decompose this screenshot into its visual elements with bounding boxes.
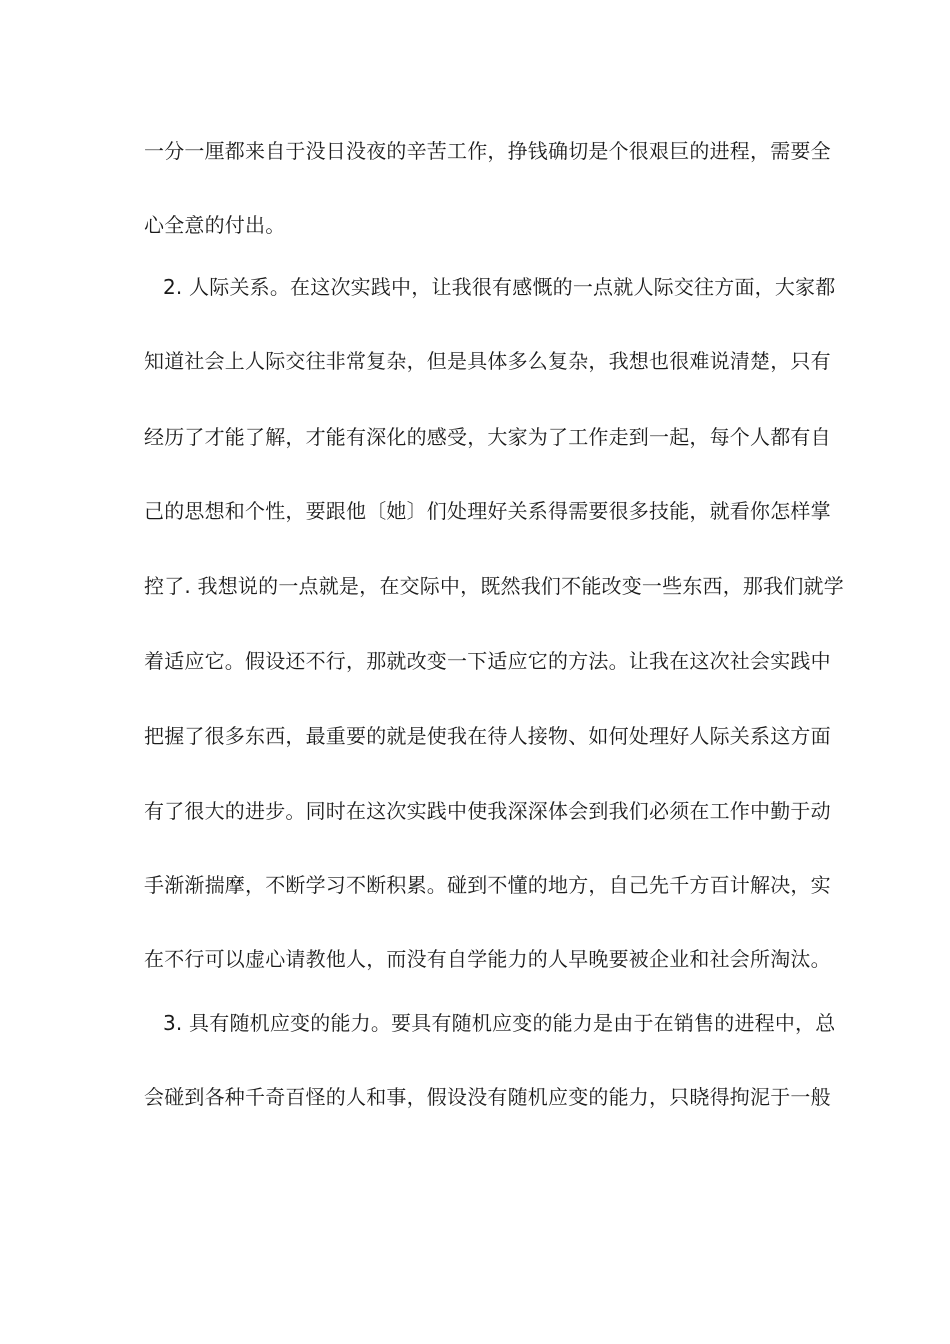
- text-line: 一分一厘都来自于没日没夜的辛苦工作，挣钱确切是个很艰巨的进程，需要全: [144, 139, 831, 163]
- numbered-paragraph-start: 3. 具有随机应变的能力。要具有随机应变的能力是由于在销售的进程中，总: [163, 1011, 836, 1035]
- text-line: 着适应它。假设还不行，那就改变一下适应它的方法。让我在这次社会实践中: [144, 649, 831, 673]
- text-line: 经历了才能了解，才能有深化的感受，大家为了工作走到一起，每个人都有自: [144, 425, 831, 449]
- text-line: 把握了很多东西，最重要的就是使我在待人接物、如何处理好人际关系这方面: [144, 724, 831, 748]
- text-line: 己的思想和个性，要跟他〔她〕们处理好关系得需要很多技能，就看你怎样掌: [144, 499, 831, 523]
- text-line: 知道社会上人际交往非常复杂，但是具体多么复杂，我想也很难说清楚，只有: [144, 349, 831, 373]
- text-line: 心全意的付出。: [144, 213, 286, 237]
- numbered-paragraph-start: 2. 人际关系。在这次实践中，让我很有感慨的一点就人际交往方面，大家都: [163, 275, 836, 299]
- text-line: 控了. 我想说的一点就是，在交际中，既然我们不能改变一些东西，那我们就学: [144, 574, 844, 598]
- text-line: 有了很大的进步。同时在这次实践中使我深深体会到我们必须在工作中勤于动: [144, 799, 831, 823]
- text-line: 在不行可以虚心请教他人，而没有自学能力的人早晚要被企业和社会所淘汰。: [144, 947, 831, 971]
- text-line: 会碰到各种千奇百怪的人和事，假设没有随机应变的能力，只晓得拘泥于一般: [144, 1085, 831, 1109]
- text-line: 手渐渐揣摩，不断学习不断积累。碰到不懂的地方，自己先千方百计解决，实: [144, 873, 831, 897]
